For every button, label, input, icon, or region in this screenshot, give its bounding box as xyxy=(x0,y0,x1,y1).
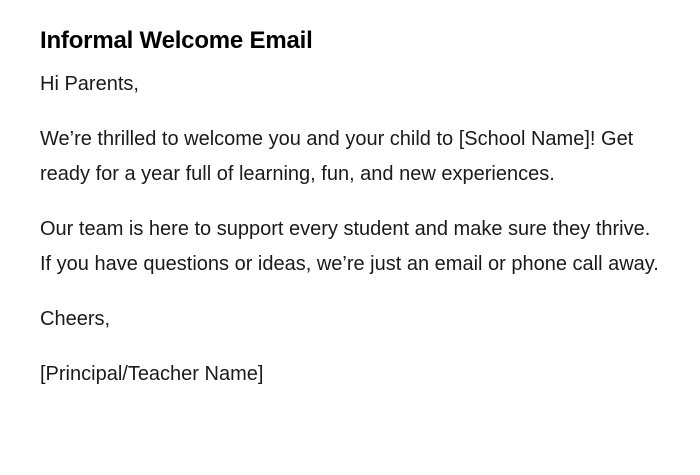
document-title: Informal Welcome Email xyxy=(40,27,313,54)
welcome-paragraph: We’re thrilled to welcome you and your child to [School Name]! Get ready for a year full of learning, fun, and new experiences. xyxy=(40,128,634,185)
signature: [Principal/Teacher Name] xyxy=(40,363,264,385)
closing: Cheers, xyxy=(40,308,111,330)
support-paragraph: Our team is here to support every student and make sure they thrive. If you have questions or ideas, we’re just an email or phone call away. xyxy=(40,218,659,275)
email-document xyxy=(40,24,660,412)
greeting: Hi Parents, xyxy=(40,73,139,95)
